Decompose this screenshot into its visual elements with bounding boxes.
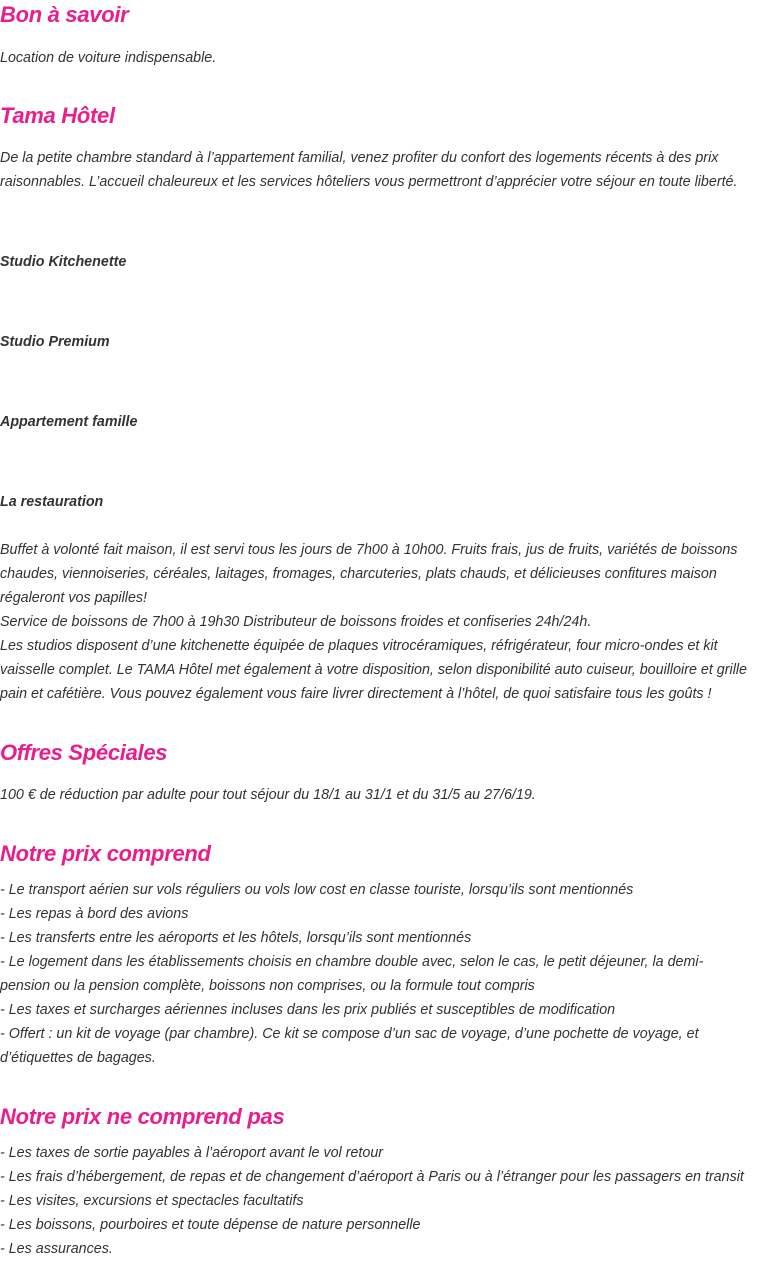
offres-text: 100 € de réduction par adulte pour tout séjour du 18/1 au 31/1 et du 31/5 au 27/6/19.	[0, 787, 536, 803]
restauration-line: Les studios disposent d’une kitchenette équipée de plaques vitrocéramiques, réfrigérateur, four micro-ondes et kit vaisselle complet. Le TAMA Hôtel met également à votre disposition, selon disponibilité auto cuiseur, bouilloire et grille pain et cafétière. Vous pouvez également vous faire livrer directement à l’hôtel, de quoi satisfaire tous les goûts !	[0, 638, 747, 702]
section-comprend	[0, 839, 752, 869]
list-item: - Les boissons, pourboires et toute dépense de nature personnelle	[0, 1217, 421, 1233]
room-type-block	[0, 250, 752, 274]
section-title-bon-a-savoir: Bon à savoir	[0, 2, 129, 27]
restauration-line: Buffet à volonté fait maison, il est servi tous les jours de 7h00 à 10h00. Fruits frais, jus de fruits, variétés de boissons chaudes, viennoiseries, céréales, laitages, fromages, charcuteries, plats chauds, et délicieuses confitures maison régaleront vos papilles!	[0, 542, 738, 606]
restauration-body	[0, 538, 752, 706]
list-item: - Le transport aérien sur vols réguliers ou vols low cost en classe touriste, lorsqu’ils sont mentionnés	[0, 882, 634, 898]
bon-a-savoir-body	[0, 46, 752, 70]
bon-a-savoir-text: Location de voiture indispensable.	[0, 50, 217, 66]
list-item: - Le logement dans les établissements choisis en chambre double avec, selon le cas, le petit déjeuner, la demi-pension ou la pension complète, boissons non comprises, ou la formule tout compris	[0, 954, 704, 994]
section-offres	[0, 738, 752, 768]
list-item: - Les frais d’hébergement, de repas et de changement d’aéroport à Paris ou à l’étranger pour les passagers en transit	[0, 1169, 744, 1185]
hotel-description-block	[0, 146, 752, 194]
list-item: - Les repas à bord des avions	[0, 906, 189, 922]
list-item: - Les visites, excursions et spectacles facultatifs	[0, 1193, 304, 1209]
section-title-comprend: Notre prix comprend	[0, 841, 211, 866]
room-type-studio-kitchenette: Studio Kitchenette	[0, 254, 127, 270]
section-title-hotel: Tama Hôtel	[0, 103, 115, 128]
list-item: - Les taxes de sortie payables à l’aéroport avant le vol retour	[0, 1145, 384, 1161]
offres-body	[0, 783, 752, 807]
section-hotel	[0, 101, 752, 131]
ne-comprend-pas-list	[0, 1141, 752, 1261]
section-ne-comprend-pas	[0, 1102, 752, 1132]
restauration-line: Service de boissons de 7h00 à 19h30 Distributeur de boissons froides et confiseries 24h/24h.	[0, 614, 592, 630]
restauration-title: La restauration	[0, 494, 104, 510]
list-item: - Les assurances.	[0, 1241, 113, 1257]
room-type-studio-premium: Studio Premium	[0, 334, 110, 350]
comprend-list	[0, 878, 752, 1070]
hotel-description: De la petite chambre standard à l’appartement familial, venez profiter du confort des logements récents à des prix raisonnables. L’accueil chaleureux et les services hôteliers vous permettront d’apprécier votre séjour en toute liberté.	[0, 150, 738, 190]
room-type-block	[0, 410, 752, 434]
section-bon-a-savoir	[0, 0, 752, 30]
list-item: - Les taxes et surcharges aériennes incluses dans les prix publiés et susceptibles de modification	[0, 1002, 616, 1018]
room-type-block	[0, 330, 752, 354]
room-type-appartement-famille: Appartement famille	[0, 414, 138, 430]
section-title-ne-comprend-pas: Notre prix ne comprend pas	[0, 1104, 285, 1129]
list-item: - Les transferts entre les aéroports et les hôtels, lorsqu’ils sont mentionnés	[0, 930, 472, 946]
restauration-title-block	[0, 490, 752, 514]
section-title-offres: Offres Spéciales	[0, 740, 168, 765]
list-item: - Offert : un kit de voyage (par chambre). Ce kit se compose d’un sac de voyage, d’une pochette de voyage, et d’étiquettes de bagages.	[0, 1026, 699, 1066]
